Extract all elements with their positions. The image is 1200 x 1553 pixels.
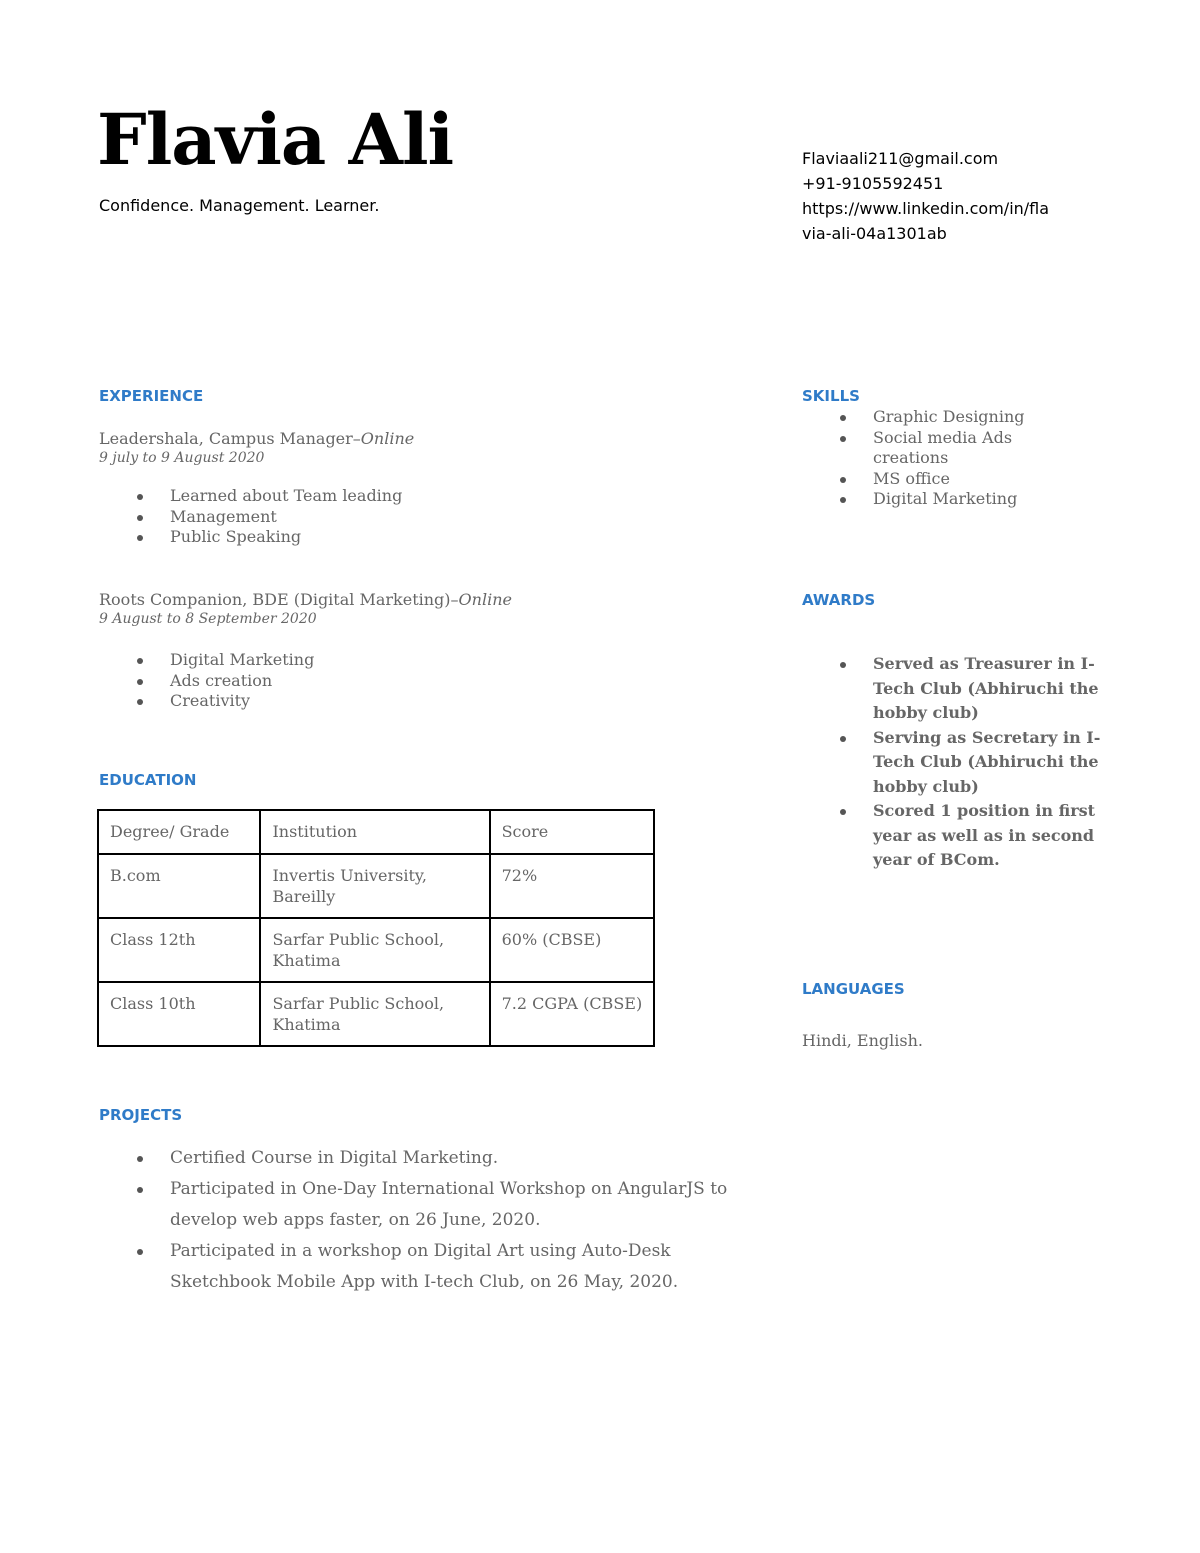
projects-heading: PROJECTS xyxy=(99,1106,183,1124)
education-heading: EDUCATION xyxy=(99,771,197,789)
experience-job-1 xyxy=(99,429,739,467)
column-header: Institution xyxy=(260,810,489,854)
awards-heading: AWARDS xyxy=(802,591,876,609)
tagline: Confidence. Management. Learner. xyxy=(99,196,380,215)
job-date: 9 july to 9 August 2020 xyxy=(99,450,265,466)
table-row xyxy=(98,918,654,982)
table-cell: 72% xyxy=(490,854,654,918)
list-item: Serving as Secretary in I-Tech Club (Abhiruchi the hobby club) xyxy=(802,726,1102,800)
list-item: Certified Course in Digital Marketing. xyxy=(99,1143,749,1174)
person-name: Flavia Ali xyxy=(97,98,454,181)
list-item: Ads creation xyxy=(99,671,739,692)
list-item: Creativity xyxy=(99,691,739,712)
list-item: Digital Marketing xyxy=(802,489,1042,510)
email-link[interactable]: Flaviaali211@gmail.com xyxy=(802,149,999,168)
contact-block xyxy=(802,146,1092,246)
table-cell: B.com xyxy=(98,854,260,918)
list-item: Digital Marketing xyxy=(99,650,739,671)
list-item: Graphic Designing xyxy=(802,407,1042,428)
linkedin-link-line2[interactable]: via-ali-04a1301ab xyxy=(802,224,947,243)
list-item: Participated in One-Day International Workshop on AngularJS to develop web apps faster, on 26 June, 2020. xyxy=(99,1174,749,1236)
experience-job-2 xyxy=(99,590,739,628)
column-header: Degree/ Grade xyxy=(98,810,260,854)
projects-list xyxy=(99,1143,749,1298)
table-cell: Sarfar Public School, Khatima xyxy=(260,918,489,982)
job-2-bullets xyxy=(99,650,739,712)
languages-heading: LANGUAGES xyxy=(802,980,905,998)
job-mode: Online xyxy=(360,429,415,448)
skills-heading: SKILLS xyxy=(802,387,860,405)
skills-list xyxy=(802,407,1042,510)
table-header-row xyxy=(98,810,654,854)
table-cell: 7.2 CGPA (CBSE) xyxy=(490,982,654,1046)
list-item: MS office xyxy=(802,469,1042,490)
job-title: Leadershala, Campus Manager–Online xyxy=(99,429,415,448)
list-item: Participated in a workshop on Digital Art using Auto-Desk Sketchbook Mobile App with I-tech Club, on 26 May, 2020. xyxy=(99,1236,749,1298)
job-title: Roots Companion, BDE (Digital Marketing)–Online xyxy=(99,590,512,609)
linkedin-link-line1[interactable]: https://www.linkedin.com/in/fla xyxy=(802,199,1050,218)
education-table xyxy=(97,809,655,1047)
table-row xyxy=(98,854,654,918)
list-item: Served as Treasurer in I-Tech Club (Abhiruchi the hobby club) xyxy=(802,652,1102,726)
job-mode: Online xyxy=(458,590,512,609)
table-cell: Class 10th xyxy=(98,982,260,1046)
table-cell: 60% (CBSE) xyxy=(490,918,654,982)
job-date: 9 August to 8 September 2020 xyxy=(99,611,317,627)
list-item: Learned about Team leading xyxy=(99,486,739,507)
list-item: Public Speaking xyxy=(99,527,739,548)
list-item: Social media Ads creations xyxy=(802,428,1042,469)
table-row xyxy=(98,982,654,1046)
table-cell: Class 12th xyxy=(98,918,260,982)
list-item: Scored 1 position in first year as well as in second year of BCom. xyxy=(802,799,1102,873)
languages-text: Hindi, English. xyxy=(802,1031,923,1050)
column-header: Score xyxy=(490,810,654,854)
experience-heading: EXPERIENCE xyxy=(99,387,204,405)
awards-list xyxy=(802,652,1102,873)
table-cell: Invertis University, Bareilly xyxy=(260,854,489,918)
job-1-bullets xyxy=(99,486,739,548)
list-item: Management xyxy=(99,507,739,528)
table-cell: Sarfar Public School, Khatima xyxy=(260,982,489,1046)
phone-number: +91-9105592451 xyxy=(802,174,944,193)
